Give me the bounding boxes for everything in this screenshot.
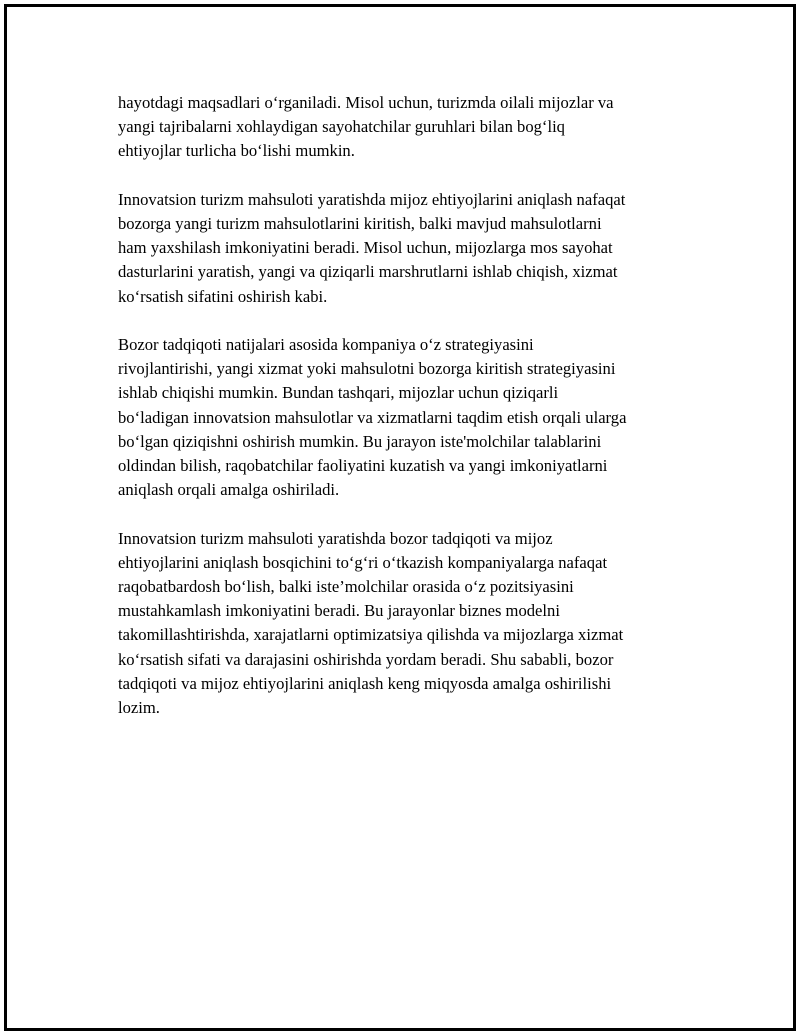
text-line: takomillashtirishda, xarajatlarni optimizatsiya qilishda va mijozlarga xizmat xyxy=(118,625,624,645)
text-line: aniqlash orqali amalga oshiriladi. xyxy=(118,480,340,500)
text-line: ham yaxshilash imkoniyatini beradi. Misol uchun, mijozlarga mos sayohat xyxy=(118,238,613,258)
text-line: dasturlarini yaratish, yangi va qiziqarli marshrutlarni ishlab chiqish, xizmat xyxy=(118,262,618,282)
paragraph xyxy=(118,333,690,502)
text-line: Bozor tadqiqoti natijalari asosida kompaniya o‘z strategiyasini xyxy=(118,335,534,354)
text-line: lozim. xyxy=(118,698,160,718)
text-line: ko‘rsatish sifatini oshirish kabi. xyxy=(118,286,328,306)
text-line: oldindan bilish, raqobatchilar faoliyatini kuzatish va yangi imkoniyatlarni xyxy=(118,456,608,476)
text-line: Innovatsion turizm mahsuloti yaratishda bozor tadqiqoti va mijoz xyxy=(118,528,553,548)
text-line: bo‘lgan qiziqishni oshirish mumkin. Bu jarayon iste'molchilar talablarini xyxy=(118,431,602,451)
text-line: rivojlantirishi, yangi xizmat yoki mahsulotni bozorga kiritish strategiyasini xyxy=(118,359,616,379)
text-line: ko‘rsatish sifati va darajasini oshirishda yordam beradi. Shu sababli, bozor xyxy=(118,649,614,669)
paragraph xyxy=(118,91,690,164)
text-line: bo‘ladigan innovatsion mahsulotlar va xizmatlarni taqdim etish orqali ularga xyxy=(118,407,627,427)
text-line: mustahkamlash imkoniyatini beradi. Bu jarayonlar biznes modelni xyxy=(118,601,560,621)
text-line: Innovatsion turizm mahsuloti yaratishda mijoz ehtiyojlarini aniqlash nafaqat xyxy=(118,189,626,209)
text-line: yangi tajribalarni xohlaydigan sayohatchilar guruhlari bilan bog‘liq xyxy=(118,117,565,137)
paragraph xyxy=(118,188,690,309)
text-line: ishlab chiqishi mumkin. Bundan tashqari, mijozlar uchun qiziqarli xyxy=(118,383,559,403)
document-body xyxy=(118,91,690,744)
text-line: ehtiyojlar turlicha bo‘lishi mumkin. xyxy=(118,141,355,161)
text-line: bozorga yangi turizm mahsulotlarini kiritish, balki mavjud mahsulotlarni xyxy=(118,214,602,233)
text-line: ehtiyojlarini aniqlash bosqichini to‘g‘ri o‘tkazish kompaniyalarga nafaqat xyxy=(118,552,608,572)
paragraph xyxy=(118,527,690,721)
text-line: hayotdagi maqsadlari o‘rganiladi. Misol uchun, turizmda oilali mijozlar va xyxy=(118,93,614,112)
text-line: raqobatbardosh bo‘lish, balki iste’molchilar orasida o‘z pozitsiyasini xyxy=(118,577,574,597)
text-line: tadqiqoti va mijoz ehtiyojlarini aniqlash keng miqyosda amalga oshirilishi xyxy=(118,673,612,693)
